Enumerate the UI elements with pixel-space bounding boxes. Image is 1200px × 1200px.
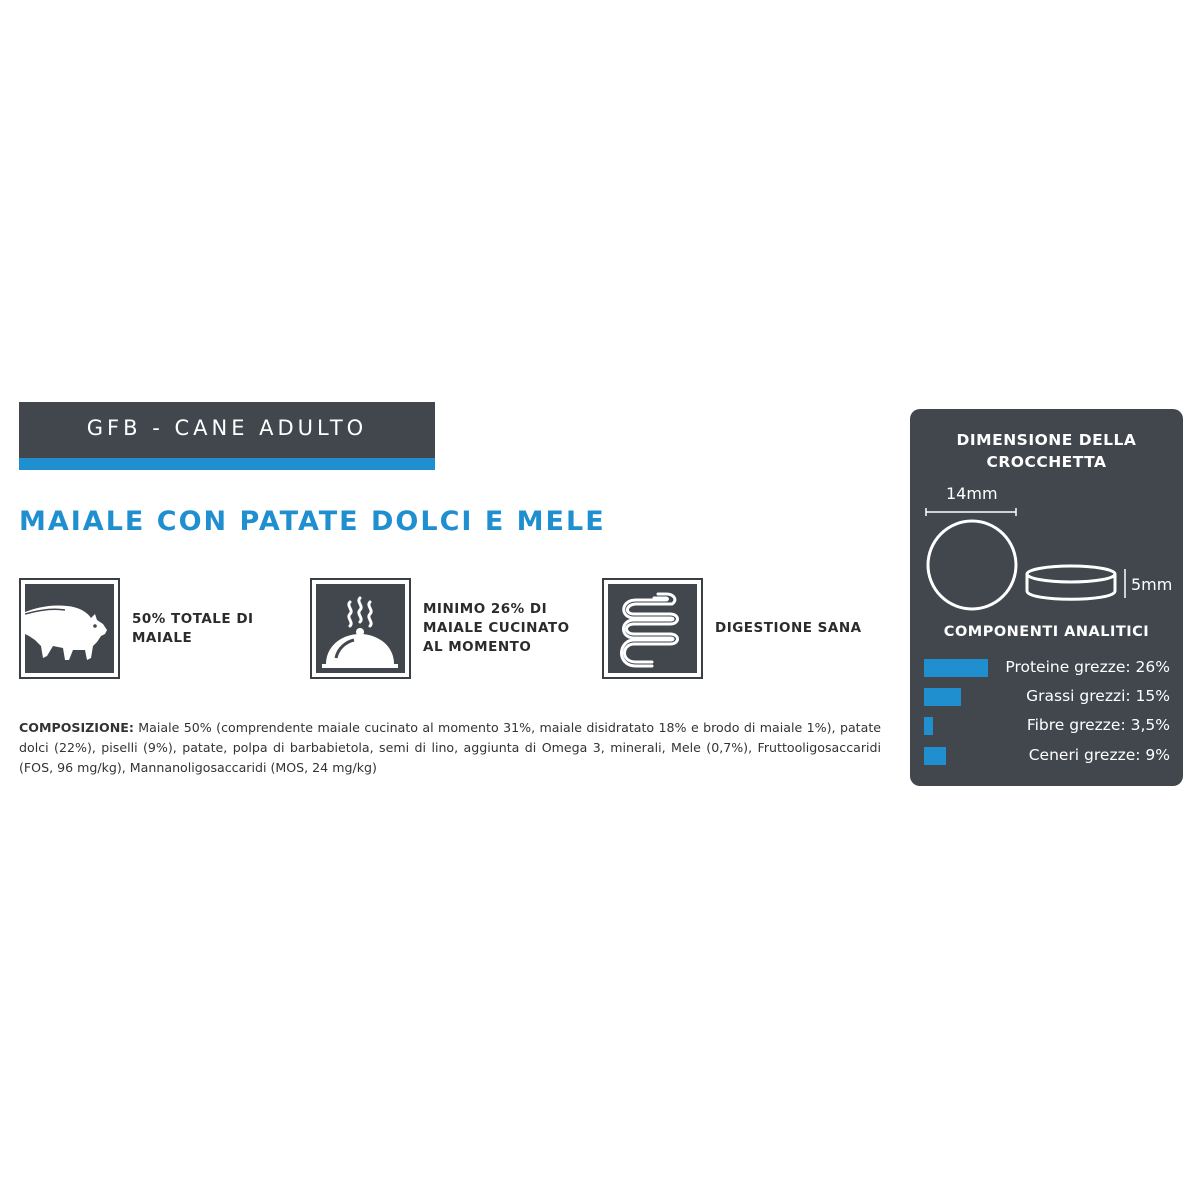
analytics-row-fibre (924, 715, 1170, 737)
analytics-title: COMPONENTI ANALITICI (943, 624, 1150, 640)
analytics-row-fat (924, 686, 1170, 708)
composition-label: COMPOSIZIONE: (19, 720, 134, 735)
kibble-info-panel (910, 409, 1183, 786)
analytics-bar (924, 747, 946, 765)
category-banner (19, 402, 435, 470)
feature-fresh-pork (310, 578, 590, 679)
feature-pork-total (19, 578, 299, 679)
feature-icon-box (602, 578, 703, 679)
analytics-bar (924, 717, 933, 735)
intestine-icon (608, 584, 697, 673)
feature-text: DIGESTIONE SANA (715, 620, 862, 636)
analytics-bar (924, 688, 961, 706)
product-title: MAIALE CON PATATE DOLCI E MELE (19, 506, 606, 537)
category-label: GFB - CANE ADULTO (86, 416, 368, 440)
accent-stripe (19, 458, 435, 470)
analytics-bar (924, 659, 988, 677)
analytics-label: Grassi grezzi: 15% (1026, 687, 1170, 705)
analytics-row-protein (924, 657, 1170, 679)
cloche-icon (316, 584, 405, 673)
composition-text (19, 718, 881, 778)
analytics-label: Ceneri grezze: 9% (1028, 746, 1170, 764)
pig-icon (25, 584, 114, 673)
analytics-label: Proteine grezze: 26% (1005, 658, 1170, 676)
feature-text: 50% TOTALE DI MAIALE (132, 610, 254, 646)
feature-digestion (602, 578, 882, 679)
analytics-row-ash (924, 745, 1170, 767)
kibble-diagram (910, 409, 1183, 619)
analytics-label: Fibre grezze: 3,5% (1026, 716, 1170, 734)
kibble-size-title: DIMENSIONE DELLA CROCCHETTA (956, 431, 1137, 471)
kibble-width-label: 14mm (946, 484, 998, 503)
feature-icon-box (310, 578, 411, 679)
feature-text: MINIMO 26% DI MAIALE CUCINATO AL MOMENTO (423, 601, 570, 655)
feature-icon-box (19, 578, 120, 679)
kibble-height-label: 5mm (1131, 575, 1173, 594)
composition-body: Maiale 50% (comprendente maiale cucinato al momento 31%, maiale disidratato 18% e brodo di maiale 1%), patate dolci (22%), piselli (9%), patate, polpa di barbabietola, semi di lino, aggiunta di Omega 3, minerali, Mele (0,7%), Fruttooligosaccaridi (FOS, 96 mg/kg), Mannanoligosaccaridi (MOS, 24 mg/kg) (19, 720, 881, 775)
